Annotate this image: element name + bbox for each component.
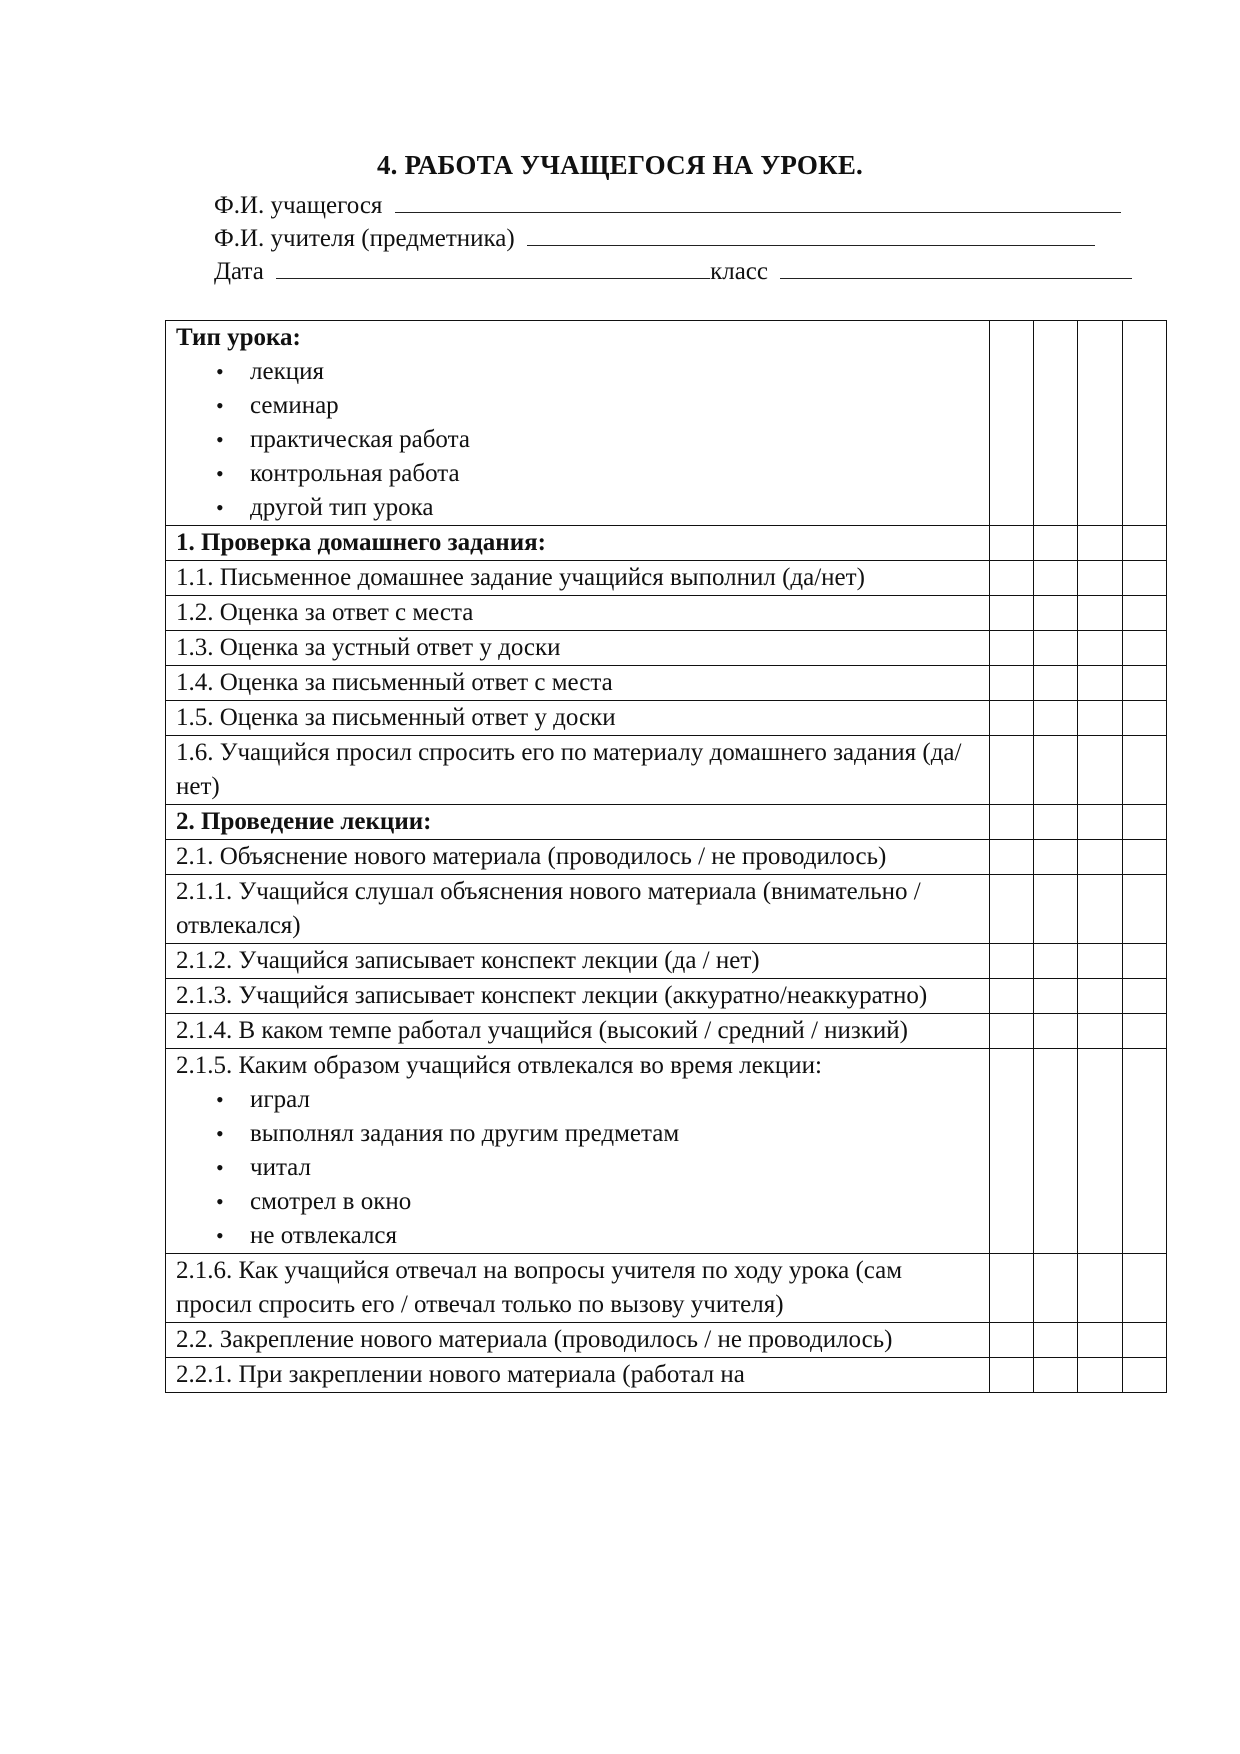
- distraction-list: [176, 1083, 981, 1253]
- mark-cell[interactable]: [1034, 526, 1078, 561]
- criterion-cell: 1.2. Оценка за ответ с места: [166, 596, 990, 631]
- mark-cell[interactable]: [989, 1358, 1033, 1393]
- mark-cell[interactable]: [1122, 1014, 1166, 1049]
- mark-cell[interactable]: [1078, 596, 1122, 631]
- mark-cell[interactable]: [1122, 561, 1166, 596]
- mark-cell[interactable]: [1122, 736, 1166, 805]
- mark-cell[interactable]: [1122, 805, 1166, 840]
- student-name-field: [214, 190, 1121, 222]
- list-item: • семинар: [176, 389, 981, 423]
- criterion-cell: 1.6. Учащийся просил спросить его по материалу домашнего задания (да/нет): [166, 736, 990, 805]
- mark-cell[interactable]: [1122, 701, 1166, 736]
- mark-cell[interactable]: [989, 840, 1033, 875]
- table-row: [166, 1358, 1167, 1393]
- mark-cell[interactable]: [1034, 1323, 1078, 1358]
- criterion-cell: 1.1. Письменное домашнее задание учащийся выполнил (да/нет): [166, 561, 990, 596]
- table-row: [166, 631, 1167, 666]
- mark-cell[interactable]: [989, 875, 1033, 944]
- mark-cell[interactable]: [1122, 944, 1166, 979]
- list-item: • не отвлекался: [176, 1219, 981, 1253]
- mark-cell[interactable]: [1122, 596, 1166, 631]
- table-row: [166, 701, 1167, 736]
- table-row: [166, 561, 1167, 596]
- mark-cell[interactable]: [1078, 526, 1122, 561]
- class-blank[interactable]: [780, 256, 1132, 279]
- list-item: • смотрел в окно: [176, 1185, 981, 1219]
- distraction-cell: [166, 1049, 990, 1254]
- criterion-cell: 2.1.2. Учащийся записывает конспект лекции (да / нет): [166, 944, 990, 979]
- mark-cell[interactable]: [1078, 561, 1122, 596]
- mark-cell[interactable]: [989, 736, 1033, 805]
- table-row: [166, 736, 1167, 805]
- mark-cell[interactable]: [1034, 979, 1078, 1014]
- mark-cell[interactable]: [1078, 1358, 1122, 1393]
- list-item: • практическая работа: [176, 423, 981, 457]
- table-row: [166, 1049, 1167, 1254]
- table-row: [166, 596, 1167, 631]
- list-item: • читал: [176, 1151, 981, 1185]
- mark-cell[interactable]: [1122, 1323, 1166, 1358]
- mark-cell[interactable]: [989, 1049, 1033, 1254]
- criterion-cell: 2.2. Закрепление нового материала (проводилось / не проводилось): [166, 1323, 990, 1358]
- distraction-question: 2.1.5. Каким образом учащийся отвлекался во время лекции:: [176, 1052, 822, 1079]
- mark-cell[interactable]: [989, 1323, 1033, 1358]
- table-row: [166, 979, 1167, 1014]
- mark-cell[interactable]: [1078, 1049, 1122, 1254]
- table-row: [166, 321, 1167, 526]
- mark-cell[interactable]: [1034, 736, 1078, 805]
- mark-cell[interactable]: [1078, 321, 1122, 526]
- table-row: [166, 666, 1167, 701]
- mark-cell[interactable]: [1122, 526, 1166, 561]
- table-row: [166, 840, 1167, 875]
- mark-cell[interactable]: [1078, 1014, 1122, 1049]
- mark-cell[interactable]: [989, 321, 1033, 526]
- list-item: • другой тип урока: [176, 491, 981, 525]
- criterion-cell: 2.1.4. В каком темпе работал учащийся (высокий / средний / низкий): [166, 1014, 990, 1049]
- criterion-cell: 1.4. Оценка за письменный ответ с места: [166, 666, 990, 701]
- mark-cell[interactable]: [1034, 596, 1078, 631]
- criterion-cell: 2.1.6. Как учащийся отвечал на вопросы учителя по ходу урока (сам просил спросить его / отвечал только по вызову учителя): [166, 1254, 990, 1323]
- mark-cell[interactable]: [1122, 321, 1166, 526]
- table-row: [166, 1014, 1167, 1049]
- mark-cell[interactable]: [1078, 875, 1122, 944]
- mark-cell[interactable]: [989, 1254, 1033, 1323]
- list-item: • выполнял задания по другим предметам: [176, 1117, 981, 1151]
- mark-cell[interactable]: [1034, 321, 1078, 526]
- student-name-label: Ф.И. учащегося: [214, 192, 383, 219]
- mark-cell[interactable]: [989, 979, 1033, 1014]
- table-row: [166, 1254, 1167, 1323]
- table-row: [166, 526, 1167, 561]
- mark-cell[interactable]: [989, 701, 1033, 736]
- mark-cell[interactable]: [1034, 701, 1078, 736]
- list-item: • играл: [176, 1083, 981, 1117]
- lesson-type-cell: [166, 321, 990, 526]
- observation-table: [165, 320, 1167, 1393]
- date-blank[interactable]: [276, 256, 710, 279]
- criterion-cell: 2.1. Объяснение нового материала (проводилось / не проводилось): [166, 840, 990, 875]
- mark-cell[interactable]: [989, 526, 1033, 561]
- teacher-name-label: Ф.И. учителя (предметника): [214, 225, 515, 252]
- table-row: [166, 875, 1167, 944]
- date-label: Дата: [214, 258, 264, 285]
- mark-cell[interactable]: [989, 944, 1033, 979]
- mark-cell[interactable]: [989, 631, 1033, 666]
- mark-cell[interactable]: [1078, 944, 1122, 979]
- mark-cell[interactable]: [1122, 1254, 1166, 1323]
- criterion-cell: 2.1.1. Учащийся слушал объяснения нового материала (внимательно / отвлекался): [166, 875, 990, 944]
- mark-cell[interactable]: [989, 666, 1033, 701]
- table-row: [166, 1323, 1167, 1358]
- table-row: [166, 805, 1167, 840]
- mark-cell[interactable]: [1078, 1323, 1122, 1358]
- mark-cell[interactable]: [1122, 666, 1166, 701]
- mark-cell[interactable]: [989, 561, 1033, 596]
- section-heading-cell: 2. Проведение лекции:: [166, 805, 990, 840]
- mark-cell[interactable]: [1078, 736, 1122, 805]
- mark-cell[interactable]: [1034, 631, 1078, 666]
- page-title: 4. РАБОТА УЧАЩЕГОСЯ НА УРОКЕ.: [376, 150, 864, 180]
- criterion-cell: 2.2.1. При закреплении нового материала (работал на: [166, 1358, 990, 1393]
- list-item: • лекция: [176, 355, 981, 389]
- mark-cell[interactable]: [1034, 1254, 1078, 1323]
- lesson-type-list: [176, 355, 981, 525]
- mark-cell[interactable]: [1034, 561, 1078, 596]
- date-class-field: [214, 256, 1132, 288]
- mark-cell[interactable]: [1034, 944, 1078, 979]
- mark-cell[interactable]: [989, 1014, 1033, 1049]
- mark-cell[interactable]: [1078, 840, 1122, 875]
- mark-cell[interactable]: [989, 596, 1033, 631]
- mark-cell[interactable]: [1034, 840, 1078, 875]
- section-heading-cell: 1. Проверка домашнего задания:: [166, 526, 990, 561]
- mark-cell[interactable]: [1034, 805, 1078, 840]
- mark-cell[interactable]: [1122, 631, 1166, 666]
- teacher-name-blank[interactable]: [527, 223, 1095, 246]
- mark-cell[interactable]: [1034, 1049, 1078, 1254]
- table-row: [166, 944, 1167, 979]
- mark-cell[interactable]: [1078, 1254, 1122, 1323]
- mark-cell[interactable]: [1034, 666, 1078, 701]
- mark-cell[interactable]: [1122, 875, 1166, 944]
- criterion-cell: 2.1.3. Учащийся записывает конспект лекции (аккуратно/неаккуратно): [166, 979, 990, 1014]
- criterion-cell: 1.5. Оценка за письменный ответ у доски: [166, 701, 990, 736]
- mark-cell[interactable]: [1078, 979, 1122, 1014]
- lesson-type-heading: Тип урока:: [176, 324, 301, 351]
- mark-cell[interactable]: [1034, 1358, 1078, 1393]
- mark-cell[interactable]: [1034, 875, 1078, 944]
- criterion-cell: 1.3. Оценка за устный ответ у доски: [166, 631, 990, 666]
- mark-cell[interactable]: [1078, 701, 1122, 736]
- mark-cell[interactable]: [1122, 1049, 1166, 1254]
- mark-cell[interactable]: [1034, 1014, 1078, 1049]
- student-name-blank[interactable]: [395, 190, 1121, 213]
- mark-cell[interactable]: [1122, 979, 1166, 1014]
- mark-cell[interactable]: [1122, 1358, 1166, 1393]
- mark-cell[interactable]: [1122, 840, 1166, 875]
- mark-cell[interactable]: [1078, 805, 1122, 840]
- list-item: • контрольная работа: [176, 457, 981, 491]
- mark-cell[interactable]: [1078, 631, 1122, 666]
- mark-cell[interactable]: [1078, 666, 1122, 701]
- class-label: класс: [710, 258, 769, 285]
- mark-cell[interactable]: [989, 805, 1033, 840]
- teacher-name-field: [214, 223, 1095, 255]
